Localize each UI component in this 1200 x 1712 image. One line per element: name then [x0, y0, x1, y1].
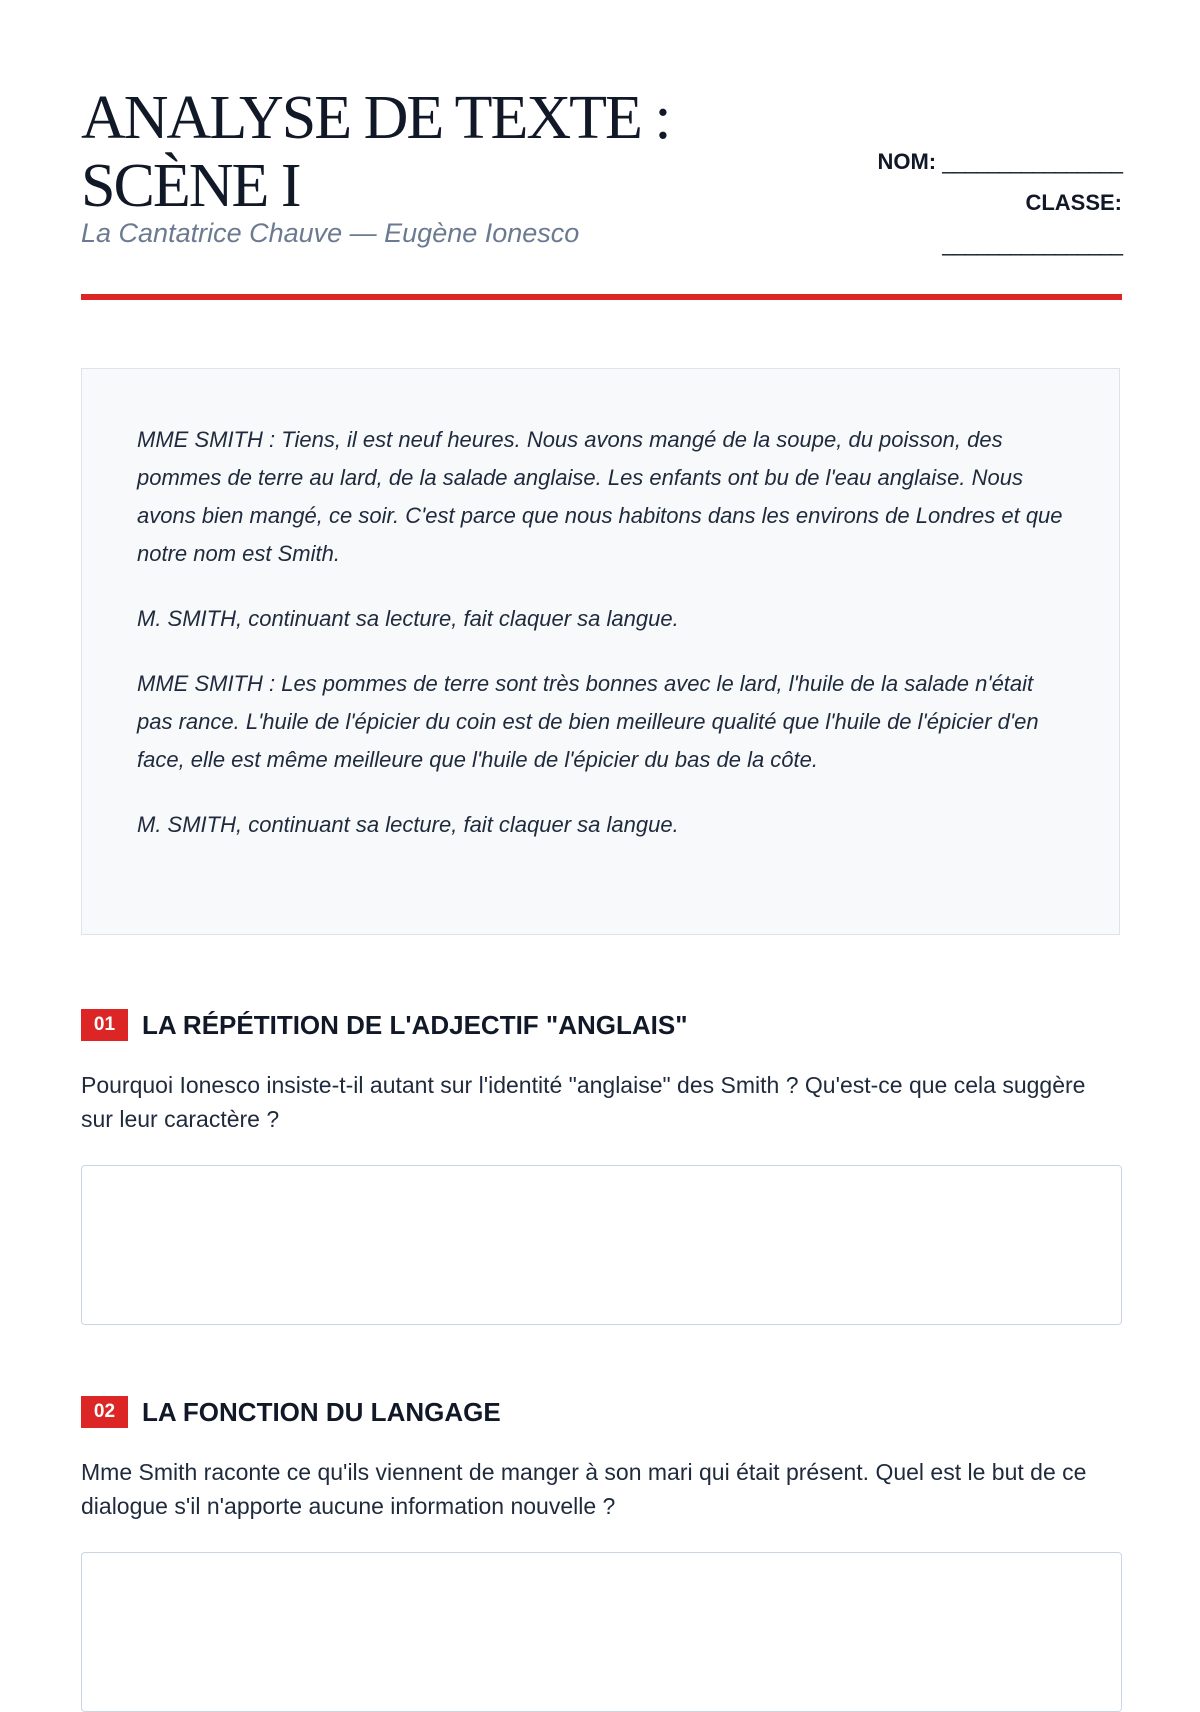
page-subtitle: La Cantatrice Chauve — Eugène Ionesco	[81, 218, 580, 248]
name-field[interactable]	[822, 148, 1122, 189]
page-title: ANALYSE DE TEXTE : SCÈNE I	[81, 84, 670, 220]
excerpt-paragraph: MME SMITH : Tiens, il est neuf heures. Nous avons mangé de la soupe, du poisson, des pommes de terre au lard, de la salade anglaise. Les enfants ont bu de l'eau anglaise. Nous avons bien mangé, ce soir. C'est parce que nous habitons dans les environs de Londres et que notre nom est Smith.	[137, 427, 1063, 566]
name-blank-line: ________________	[942, 149, 1122, 174]
question-prompt: Mme Smith raconte ce qu'ils viennent de manger à son mari qui était présent. Quel est le but de ce dialogue s'il n'apporte aucune information nouvelle ?	[81, 1459, 1087, 1519]
question-1	[81, 1008, 1122, 1325]
text-excerpt	[81, 368, 1120, 935]
class-label: CLASSE:	[1025, 190, 1122, 215]
excerpt-paragraph: M. SMITH, continuant sa lecture, fait claquer sa langue.	[137, 812, 679, 837]
name-label: NOM:	[877, 149, 937, 174]
student-info-fields	[822, 148, 1122, 271]
class-blank-line: ________________	[942, 231, 1122, 256]
class-field[interactable]	[822, 230, 1122, 271]
question-title: LA RÉPÉTITION DE L'ADJECTIF "ANGLAIS"	[142, 1009, 688, 1040]
worksheet-header	[81, 0, 1122, 302]
question-2	[81, 1395, 1122, 1712]
answer-box[interactable]	[81, 1165, 1122, 1325]
question-prompt: Pourquoi Ionesco insiste-t-il autant sur l'identité "anglaise" des Smith ? Qu'est-ce que cela suggère sur leur caractère ?	[81, 1072, 1086, 1132]
class-field-label-row	[822, 189, 1122, 230]
header-divider	[81, 294, 1122, 300]
worksheet-page	[81, 0, 1122, 1519]
question-heading	[81, 1395, 1122, 1429]
excerpt-paragraph: MME SMITH : Les pommes de terre sont très bonnes avec le lard, l'huile de la salade n'était pas rance. L'huile de l'épicier du coin est de bien meilleure qualité que l'huile de l'épicier d'en face, elle est même meilleure que l'huile de l'épicier du bas de la côte.	[137, 671, 1039, 772]
answer-box[interactable]	[81, 1552, 1122, 1712]
question-number-badge: 01	[81, 1009, 128, 1041]
question-heading	[81, 1008, 1122, 1042]
question-title: LA FONCTION DU LANGAGE	[142, 1396, 501, 1427]
excerpt-paragraph: M. SMITH, continuant sa lecture, fait claquer sa langue.	[137, 606, 679, 631]
question-number-badge: 02	[81, 1396, 128, 1428]
